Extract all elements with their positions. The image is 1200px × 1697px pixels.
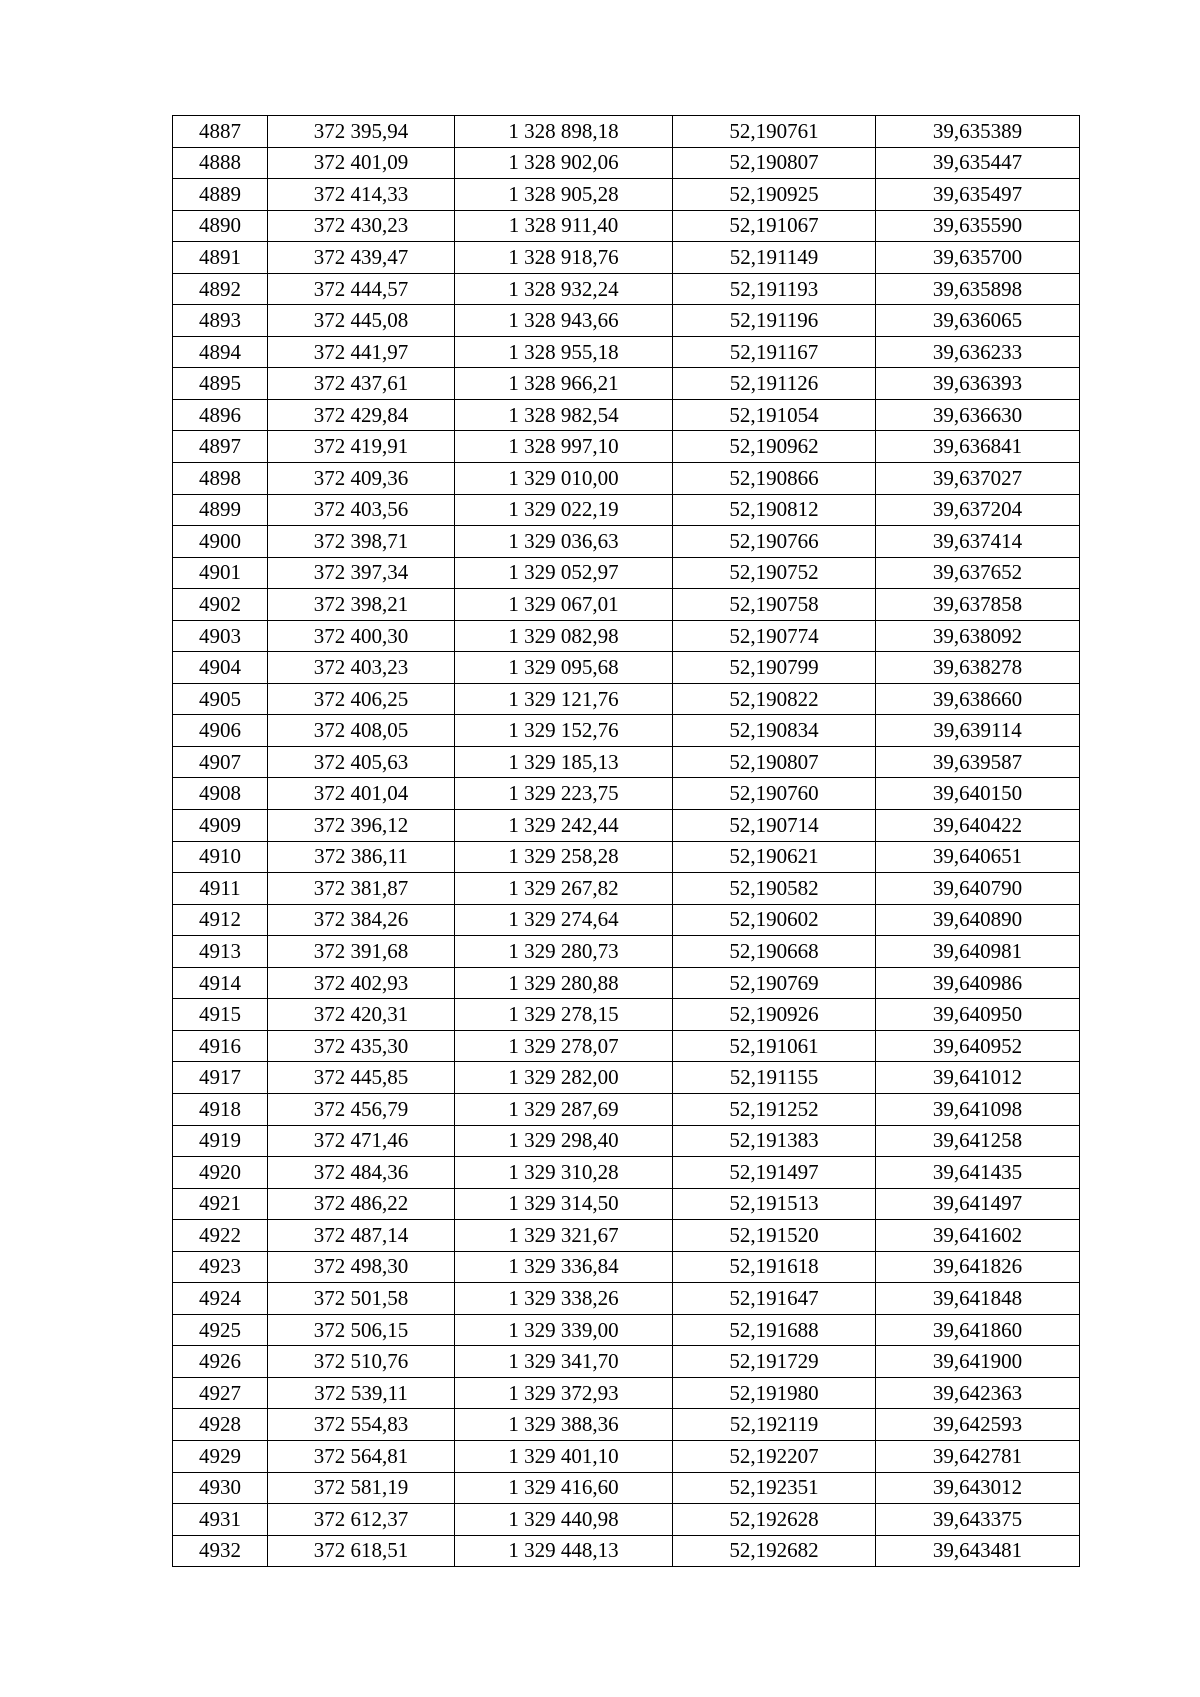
y-coordinate-cell: 1 329 339,00 bbox=[455, 1314, 673, 1346]
latitude-cell: 52,190758 bbox=[673, 589, 876, 621]
point-number-cell: 4922 bbox=[173, 1220, 268, 1252]
x-coordinate-cell: 372 498,30 bbox=[268, 1251, 455, 1283]
y-coordinate-cell: 1 329 242,44 bbox=[455, 810, 673, 842]
longitude-cell: 39,638092 bbox=[876, 620, 1080, 652]
longitude-cell: 39,635700 bbox=[876, 242, 1080, 274]
point-number-cell: 4919 bbox=[173, 1125, 268, 1157]
latitude-cell: 52,191513 bbox=[673, 1188, 876, 1220]
table-row bbox=[173, 778, 1080, 810]
table-row bbox=[173, 494, 1080, 526]
table-row bbox=[173, 305, 1080, 337]
longitude-cell: 39,635447 bbox=[876, 147, 1080, 179]
latitude-cell: 52,190962 bbox=[673, 431, 876, 463]
latitude-cell: 52,190774 bbox=[673, 620, 876, 652]
x-coordinate-cell: 372 429,84 bbox=[268, 399, 455, 431]
longitude-cell: 39,640981 bbox=[876, 936, 1080, 968]
y-coordinate-cell: 1 328 911,40 bbox=[455, 210, 673, 242]
x-coordinate-cell: 372 419,91 bbox=[268, 431, 455, 463]
longitude-cell: 39,642593 bbox=[876, 1409, 1080, 1441]
point-number-cell: 4903 bbox=[173, 620, 268, 652]
table-row bbox=[173, 147, 1080, 179]
x-coordinate-cell: 372 506,15 bbox=[268, 1314, 455, 1346]
longitude-cell: 39,641900 bbox=[876, 1346, 1080, 1378]
longitude-cell: 39,640651 bbox=[876, 841, 1080, 873]
longitude-cell: 39,637027 bbox=[876, 463, 1080, 495]
longitude-cell: 39,640150 bbox=[876, 778, 1080, 810]
y-coordinate-cell: 1 328 955,18 bbox=[455, 336, 673, 368]
x-coordinate-cell: 372 441,97 bbox=[268, 336, 455, 368]
x-coordinate-cell: 372 381,87 bbox=[268, 873, 455, 905]
table-row bbox=[173, 431, 1080, 463]
y-coordinate-cell: 1 329 278,15 bbox=[455, 999, 673, 1031]
latitude-cell: 52,191155 bbox=[673, 1062, 876, 1094]
point-number-cell: 4925 bbox=[173, 1314, 268, 1346]
y-coordinate-cell: 1 329 185,13 bbox=[455, 746, 673, 778]
longitude-cell: 39,635497 bbox=[876, 179, 1080, 211]
x-coordinate-cell: 372 397,34 bbox=[268, 557, 455, 589]
x-coordinate-cell: 372 564,81 bbox=[268, 1440, 455, 1472]
y-coordinate-cell: 1 329 401,10 bbox=[455, 1440, 673, 1472]
table-row bbox=[173, 715, 1080, 747]
table-row bbox=[173, 620, 1080, 652]
y-coordinate-cell: 1 329 274,64 bbox=[455, 904, 673, 936]
latitude-cell: 52,190582 bbox=[673, 873, 876, 905]
latitude-cell: 52,191497 bbox=[673, 1157, 876, 1189]
point-number-cell: 4930 bbox=[173, 1472, 268, 1504]
y-coordinate-cell: 1 329 095,68 bbox=[455, 652, 673, 684]
longitude-cell: 39,640890 bbox=[876, 904, 1080, 936]
point-number-cell: 4897 bbox=[173, 431, 268, 463]
y-coordinate-cell: 1 328 902,06 bbox=[455, 147, 673, 179]
table-row bbox=[173, 1188, 1080, 1220]
longitude-cell: 39,637652 bbox=[876, 557, 1080, 589]
longitude-cell: 39,636630 bbox=[876, 399, 1080, 431]
table-row bbox=[173, 179, 1080, 211]
point-number-cell: 4904 bbox=[173, 652, 268, 684]
longitude-cell: 39,638660 bbox=[876, 683, 1080, 715]
x-coordinate-cell: 372 398,21 bbox=[268, 589, 455, 621]
longitude-cell: 39,637414 bbox=[876, 526, 1080, 558]
point-number-cell: 4902 bbox=[173, 589, 268, 621]
latitude-cell: 52,190925 bbox=[673, 179, 876, 211]
x-coordinate-cell: 372 456,79 bbox=[268, 1093, 455, 1125]
point-number-cell: 4898 bbox=[173, 463, 268, 495]
table-row bbox=[173, 1504, 1080, 1536]
y-coordinate-cell: 1 329 052,97 bbox=[455, 557, 673, 589]
latitude-cell: 52,190668 bbox=[673, 936, 876, 968]
point-number-cell: 4915 bbox=[173, 999, 268, 1031]
latitude-cell: 52,192207 bbox=[673, 1440, 876, 1472]
latitude-cell: 52,190766 bbox=[673, 526, 876, 558]
x-coordinate-cell: 372 406,25 bbox=[268, 683, 455, 715]
point-number-cell: 4900 bbox=[173, 526, 268, 558]
table-row bbox=[173, 1346, 1080, 1378]
x-coordinate-cell: 372 471,46 bbox=[268, 1125, 455, 1157]
longitude-cell: 39,641848 bbox=[876, 1283, 1080, 1315]
y-coordinate-cell: 1 329 082,98 bbox=[455, 620, 673, 652]
longitude-cell: 39,638278 bbox=[876, 652, 1080, 684]
longitude-cell: 39,635389 bbox=[876, 116, 1080, 148]
y-coordinate-cell: 1 329 440,98 bbox=[455, 1504, 673, 1536]
table-row bbox=[173, 1440, 1080, 1472]
table-row bbox=[173, 936, 1080, 968]
table-row bbox=[173, 999, 1080, 1031]
table-row bbox=[173, 1472, 1080, 1504]
longitude-cell: 39,636233 bbox=[876, 336, 1080, 368]
point-number-cell: 4908 bbox=[173, 778, 268, 810]
point-number-cell: 4923 bbox=[173, 1251, 268, 1283]
table-row bbox=[173, 1283, 1080, 1315]
x-coordinate-cell: 372 396,12 bbox=[268, 810, 455, 842]
point-number-cell: 4906 bbox=[173, 715, 268, 747]
x-coordinate-cell: 372 403,23 bbox=[268, 652, 455, 684]
longitude-cell: 39,641435 bbox=[876, 1157, 1080, 1189]
y-coordinate-cell: 1 329 388,36 bbox=[455, 1409, 673, 1441]
x-coordinate-cell: 372 409,36 bbox=[268, 463, 455, 495]
table-row bbox=[173, 1093, 1080, 1125]
x-coordinate-cell: 372 400,30 bbox=[268, 620, 455, 652]
x-coordinate-cell: 372 398,71 bbox=[268, 526, 455, 558]
y-coordinate-cell: 1 329 282,00 bbox=[455, 1062, 673, 1094]
y-coordinate-cell: 1 329 067,01 bbox=[455, 589, 673, 621]
x-coordinate-cell: 372 395,94 bbox=[268, 116, 455, 148]
x-coordinate-cell: 372 437,61 bbox=[268, 368, 455, 400]
y-coordinate-cell: 1 329 336,84 bbox=[455, 1251, 673, 1283]
latitude-cell: 52,190602 bbox=[673, 904, 876, 936]
y-coordinate-cell: 1 329 121,76 bbox=[455, 683, 673, 715]
x-coordinate-cell: 372 539,11 bbox=[268, 1377, 455, 1409]
point-number-cell: 4929 bbox=[173, 1440, 268, 1472]
x-coordinate-cell: 372 403,56 bbox=[268, 494, 455, 526]
latitude-cell: 52,190834 bbox=[673, 715, 876, 747]
x-coordinate-cell: 372 430,23 bbox=[268, 210, 455, 242]
x-coordinate-cell: 372 612,37 bbox=[268, 1504, 455, 1536]
latitude-cell: 52,190812 bbox=[673, 494, 876, 526]
table-row bbox=[173, 967, 1080, 999]
longitude-cell: 39,640422 bbox=[876, 810, 1080, 842]
longitude-cell: 39,639114 bbox=[876, 715, 1080, 747]
table-row bbox=[173, 841, 1080, 873]
y-coordinate-cell: 1 329 298,40 bbox=[455, 1125, 673, 1157]
point-number-cell: 4889 bbox=[173, 179, 268, 211]
table-row bbox=[173, 1251, 1080, 1283]
latitude-cell: 52,192628 bbox=[673, 1504, 876, 1536]
y-coordinate-cell: 1 329 287,69 bbox=[455, 1093, 673, 1125]
x-coordinate-cell: 372 554,83 bbox=[268, 1409, 455, 1441]
x-coordinate-cell: 372 444,57 bbox=[268, 273, 455, 305]
table-row bbox=[173, 336, 1080, 368]
y-coordinate-cell: 1 329 223,75 bbox=[455, 778, 673, 810]
longitude-cell: 39,640790 bbox=[876, 873, 1080, 905]
longitude-cell: 39,640952 bbox=[876, 1030, 1080, 1062]
coordinates-table bbox=[172, 115, 1080, 1567]
y-coordinate-cell: 1 329 338,26 bbox=[455, 1283, 673, 1315]
point-number-cell: 4917 bbox=[173, 1062, 268, 1094]
y-coordinate-cell: 1 329 036,63 bbox=[455, 526, 673, 558]
table-row bbox=[173, 1314, 1080, 1346]
table-row bbox=[173, 526, 1080, 558]
table-row bbox=[173, 589, 1080, 621]
x-coordinate-cell: 372 439,47 bbox=[268, 242, 455, 274]
latitude-cell: 52,190714 bbox=[673, 810, 876, 842]
y-coordinate-cell: 1 329 321,67 bbox=[455, 1220, 673, 1252]
y-coordinate-cell: 1 329 448,13 bbox=[455, 1535, 673, 1567]
latitude-cell: 52,190799 bbox=[673, 652, 876, 684]
latitude-cell: 52,190807 bbox=[673, 746, 876, 778]
latitude-cell: 52,190760 bbox=[673, 778, 876, 810]
latitude-cell: 52,191054 bbox=[673, 399, 876, 431]
y-coordinate-cell: 1 329 280,73 bbox=[455, 936, 673, 968]
y-coordinate-cell: 1 328 997,10 bbox=[455, 431, 673, 463]
latitude-cell: 52,191980 bbox=[673, 1377, 876, 1409]
table-row bbox=[173, 242, 1080, 274]
point-number-cell: 4894 bbox=[173, 336, 268, 368]
longitude-cell: 39,643481 bbox=[876, 1535, 1080, 1567]
latitude-cell: 52,191252 bbox=[673, 1093, 876, 1125]
point-number-cell: 4928 bbox=[173, 1409, 268, 1441]
point-number-cell: 4896 bbox=[173, 399, 268, 431]
latitude-cell: 52,190926 bbox=[673, 999, 876, 1031]
longitude-cell: 39,641497 bbox=[876, 1188, 1080, 1220]
longitude-cell: 39,642363 bbox=[876, 1377, 1080, 1409]
table-row bbox=[173, 904, 1080, 936]
point-number-cell: 4892 bbox=[173, 273, 268, 305]
longitude-cell: 39,636841 bbox=[876, 431, 1080, 463]
y-coordinate-cell: 1 328 905,28 bbox=[455, 179, 673, 211]
latitude-cell: 52,190621 bbox=[673, 841, 876, 873]
latitude-cell: 52,191067 bbox=[673, 210, 876, 242]
table-row bbox=[173, 873, 1080, 905]
coordinates-table-body bbox=[173, 116, 1080, 1567]
latitude-cell: 52,190822 bbox=[673, 683, 876, 715]
table-row bbox=[173, 210, 1080, 242]
point-number-cell: 4891 bbox=[173, 242, 268, 274]
point-number-cell: 4913 bbox=[173, 936, 268, 968]
latitude-cell: 52,191126 bbox=[673, 368, 876, 400]
y-coordinate-cell: 1 329 278,07 bbox=[455, 1030, 673, 1062]
longitude-cell: 39,640986 bbox=[876, 967, 1080, 999]
point-number-cell: 4921 bbox=[173, 1188, 268, 1220]
point-number-cell: 4888 bbox=[173, 147, 268, 179]
latitude-cell: 52,190807 bbox=[673, 147, 876, 179]
latitude-cell: 52,190866 bbox=[673, 463, 876, 495]
point-number-cell: 4910 bbox=[173, 841, 268, 873]
y-coordinate-cell: 1 329 010,00 bbox=[455, 463, 673, 495]
longitude-cell: 39,636065 bbox=[876, 305, 1080, 337]
y-coordinate-cell: 1 329 416,60 bbox=[455, 1472, 673, 1504]
y-coordinate-cell: 1 329 310,28 bbox=[455, 1157, 673, 1189]
longitude-cell: 39,642781 bbox=[876, 1440, 1080, 1472]
point-number-cell: 4931 bbox=[173, 1504, 268, 1536]
x-coordinate-cell: 372 384,26 bbox=[268, 904, 455, 936]
longitude-cell: 39,641258 bbox=[876, 1125, 1080, 1157]
latitude-cell: 52,191647 bbox=[673, 1283, 876, 1315]
table-row bbox=[173, 810, 1080, 842]
latitude-cell: 52,191688 bbox=[673, 1314, 876, 1346]
point-number-cell: 4927 bbox=[173, 1377, 268, 1409]
point-number-cell: 4916 bbox=[173, 1030, 268, 1062]
table-row bbox=[173, 1535, 1080, 1567]
latitude-cell: 52,190761 bbox=[673, 116, 876, 148]
x-coordinate-cell: 372 581,19 bbox=[268, 1472, 455, 1504]
longitude-cell: 39,640950 bbox=[876, 999, 1080, 1031]
point-number-cell: 4918 bbox=[173, 1093, 268, 1125]
y-coordinate-cell: 1 328 966,21 bbox=[455, 368, 673, 400]
x-coordinate-cell: 372 402,93 bbox=[268, 967, 455, 999]
x-coordinate-cell: 372 486,22 bbox=[268, 1188, 455, 1220]
y-coordinate-cell: 1 328 982,54 bbox=[455, 399, 673, 431]
x-coordinate-cell: 372 405,63 bbox=[268, 746, 455, 778]
latitude-cell: 52,191520 bbox=[673, 1220, 876, 1252]
point-number-cell: 4895 bbox=[173, 368, 268, 400]
latitude-cell: 52,192682 bbox=[673, 1535, 876, 1567]
y-coordinate-cell: 1 328 918,76 bbox=[455, 242, 673, 274]
table-row bbox=[173, 683, 1080, 715]
x-coordinate-cell: 372 401,04 bbox=[268, 778, 455, 810]
point-number-cell: 4905 bbox=[173, 683, 268, 715]
latitude-cell: 52,191383 bbox=[673, 1125, 876, 1157]
longitude-cell: 39,639587 bbox=[876, 746, 1080, 778]
x-coordinate-cell: 372 420,31 bbox=[268, 999, 455, 1031]
table-row bbox=[173, 273, 1080, 305]
table-row bbox=[173, 1409, 1080, 1441]
latitude-cell: 52,191193 bbox=[673, 273, 876, 305]
table-row bbox=[173, 463, 1080, 495]
table-row bbox=[173, 1125, 1080, 1157]
y-coordinate-cell: 1 329 280,88 bbox=[455, 967, 673, 999]
x-coordinate-cell: 372 386,11 bbox=[268, 841, 455, 873]
point-number-cell: 4914 bbox=[173, 967, 268, 999]
x-coordinate-cell: 372 435,30 bbox=[268, 1030, 455, 1062]
longitude-cell: 39,643375 bbox=[876, 1504, 1080, 1536]
longitude-cell: 39,643012 bbox=[876, 1472, 1080, 1504]
table-row bbox=[173, 746, 1080, 778]
table-row bbox=[173, 368, 1080, 400]
x-coordinate-cell: 372 618,51 bbox=[268, 1535, 455, 1567]
table-row bbox=[173, 399, 1080, 431]
table-row bbox=[173, 1220, 1080, 1252]
y-coordinate-cell: 1 329 341,70 bbox=[455, 1346, 673, 1378]
table-row bbox=[173, 1157, 1080, 1189]
longitude-cell: 39,641860 bbox=[876, 1314, 1080, 1346]
point-number-cell: 4890 bbox=[173, 210, 268, 242]
table-row bbox=[173, 557, 1080, 589]
y-coordinate-cell: 1 328 898,18 bbox=[455, 116, 673, 148]
x-coordinate-cell: 372 484,36 bbox=[268, 1157, 455, 1189]
y-coordinate-cell: 1 329 258,28 bbox=[455, 841, 673, 873]
longitude-cell: 39,636393 bbox=[876, 368, 1080, 400]
y-coordinate-cell: 1 329 022,19 bbox=[455, 494, 673, 526]
latitude-cell: 52,191167 bbox=[673, 336, 876, 368]
latitude-cell: 52,192119 bbox=[673, 1409, 876, 1441]
latitude-cell: 52,191196 bbox=[673, 305, 876, 337]
longitude-cell: 39,641012 bbox=[876, 1062, 1080, 1094]
y-coordinate-cell: 1 328 943,66 bbox=[455, 305, 673, 337]
longitude-cell: 39,635898 bbox=[876, 273, 1080, 305]
table-row bbox=[173, 1377, 1080, 1409]
x-coordinate-cell: 372 391,68 bbox=[268, 936, 455, 968]
y-coordinate-cell: 1 329 152,76 bbox=[455, 715, 673, 747]
x-coordinate-cell: 372 445,85 bbox=[268, 1062, 455, 1094]
point-number-cell: 4909 bbox=[173, 810, 268, 842]
latitude-cell: 52,191061 bbox=[673, 1030, 876, 1062]
point-number-cell: 4911 bbox=[173, 873, 268, 905]
point-number-cell: 4920 bbox=[173, 1157, 268, 1189]
x-coordinate-cell: 372 487,14 bbox=[268, 1220, 455, 1252]
longitude-cell: 39,637858 bbox=[876, 589, 1080, 621]
latitude-cell: 52,191618 bbox=[673, 1251, 876, 1283]
longitude-cell: 39,641826 bbox=[876, 1251, 1080, 1283]
point-number-cell: 4887 bbox=[173, 116, 268, 148]
longitude-cell: 39,641098 bbox=[876, 1093, 1080, 1125]
point-number-cell: 4901 bbox=[173, 557, 268, 589]
table-row bbox=[173, 1062, 1080, 1094]
point-number-cell: 4912 bbox=[173, 904, 268, 936]
table-row bbox=[173, 652, 1080, 684]
point-number-cell: 4899 bbox=[173, 494, 268, 526]
x-coordinate-cell: 372 510,76 bbox=[268, 1346, 455, 1378]
y-coordinate-cell: 1 329 314,50 bbox=[455, 1188, 673, 1220]
x-coordinate-cell: 372 414,33 bbox=[268, 179, 455, 211]
longitude-cell: 39,641602 bbox=[876, 1220, 1080, 1252]
point-number-cell: 4932 bbox=[173, 1535, 268, 1567]
latitude-cell: 52,190752 bbox=[673, 557, 876, 589]
x-coordinate-cell: 372 408,05 bbox=[268, 715, 455, 747]
point-number-cell: 4926 bbox=[173, 1346, 268, 1378]
latitude-cell: 52,191149 bbox=[673, 242, 876, 274]
x-coordinate-cell: 372 445,08 bbox=[268, 305, 455, 337]
table-row bbox=[173, 1030, 1080, 1062]
x-coordinate-cell: 372 501,58 bbox=[268, 1283, 455, 1315]
point-number-cell: 4893 bbox=[173, 305, 268, 337]
latitude-cell: 52,192351 bbox=[673, 1472, 876, 1504]
longitude-cell: 39,637204 bbox=[876, 494, 1080, 526]
y-coordinate-cell: 1 329 372,93 bbox=[455, 1377, 673, 1409]
latitude-cell: 52,190769 bbox=[673, 967, 876, 999]
y-coordinate-cell: 1 329 267,82 bbox=[455, 873, 673, 905]
y-coordinate-cell: 1 328 932,24 bbox=[455, 273, 673, 305]
point-number-cell: 4907 bbox=[173, 746, 268, 778]
longitude-cell: 39,635590 bbox=[876, 210, 1080, 242]
latitude-cell: 52,191729 bbox=[673, 1346, 876, 1378]
x-coordinate-cell: 372 401,09 bbox=[268, 147, 455, 179]
point-number-cell: 4924 bbox=[173, 1283, 268, 1315]
table-row bbox=[173, 116, 1080, 148]
